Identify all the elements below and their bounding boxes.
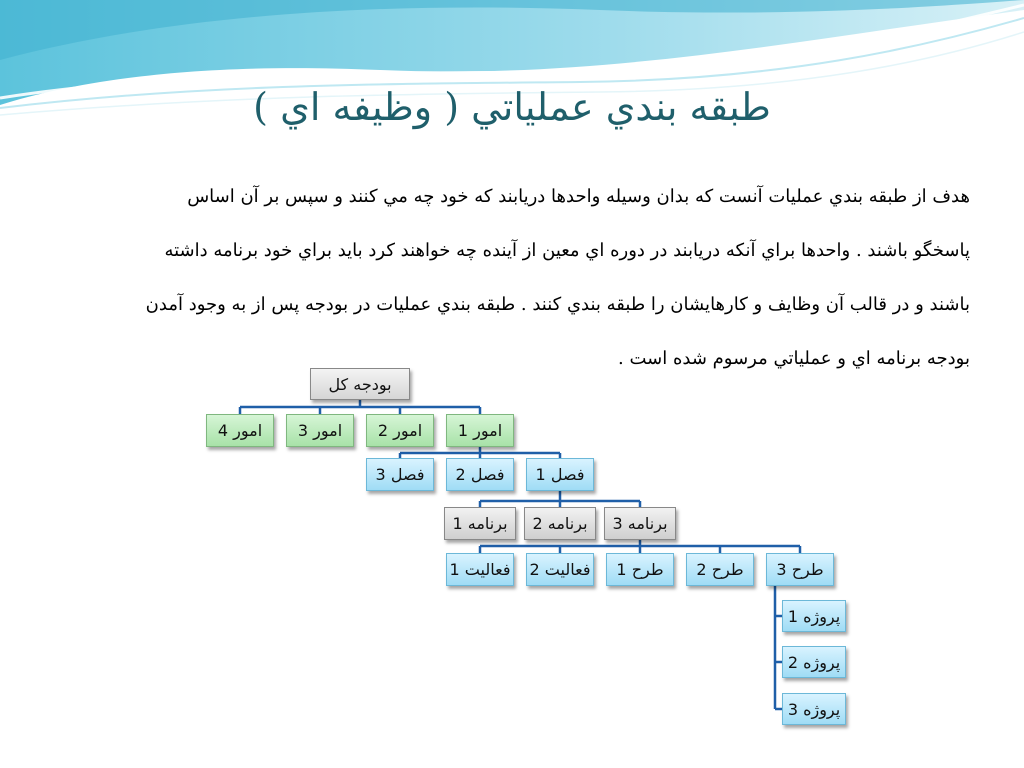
paragraph-line: هدف از طبقه بندي عمليات آنست كه بدان وسيله واحدها دريابند كه خود چه مي كنند و سپس بر آن اساس [187, 186, 970, 207]
paragraph-line: باشند و در قالب آن وظايف و كارهايشان را طبقه بندي كنند . طبقه بندي عمليات در بودجه پس از به وجود آمدن [145, 294, 970, 315]
node-root: بودجه كل [310, 368, 410, 400]
node-barnameh-2: برنامه 2 [524, 507, 596, 540]
node-omur-1: امور 1 [446, 414, 514, 447]
node-barnameh-1: برنامه 1 [444, 507, 516, 540]
node-fasl-2: فصل 2 [446, 458, 514, 491]
node-tarh-2: طرح 2 [686, 553, 754, 586]
node-tarh-3: طرح 3 [766, 553, 834, 586]
node-omur-4: امور 4 [206, 414, 274, 447]
node-omur-3: امور 3 [286, 414, 354, 447]
node-omur-2: امور 2 [366, 414, 434, 447]
paragraph-line: پاسخگو باشند . واحدها براي آنكه دريابند در دوره اي معين از آينده چه خواهند كرد بايد براي خود برنامه داشته [164, 240, 970, 261]
node-faaliyat-1: فعاليت 1 [446, 553, 514, 586]
node-project-1: پروژه 1 [782, 600, 846, 632]
node-fasl-3: فصل 3 [366, 458, 434, 491]
node-barnameh-3: برنامه 3 [604, 507, 676, 540]
node-fasl-1: فصل 1 [526, 458, 594, 491]
paragraph-line: بودجه برنامه اي و عملياتي مرسوم شده است . [618, 348, 970, 369]
node-project-3: پروژه 3 [782, 693, 846, 725]
slide-title: طبقه بندي عملياتي ( وظيفه اي ) [253, 85, 771, 129]
node-tarh-1: طرح 1 [606, 553, 674, 586]
node-project-2: پروژه 2 [782, 646, 846, 678]
node-faaliyat-2: فعاليت 2 [526, 553, 594, 586]
